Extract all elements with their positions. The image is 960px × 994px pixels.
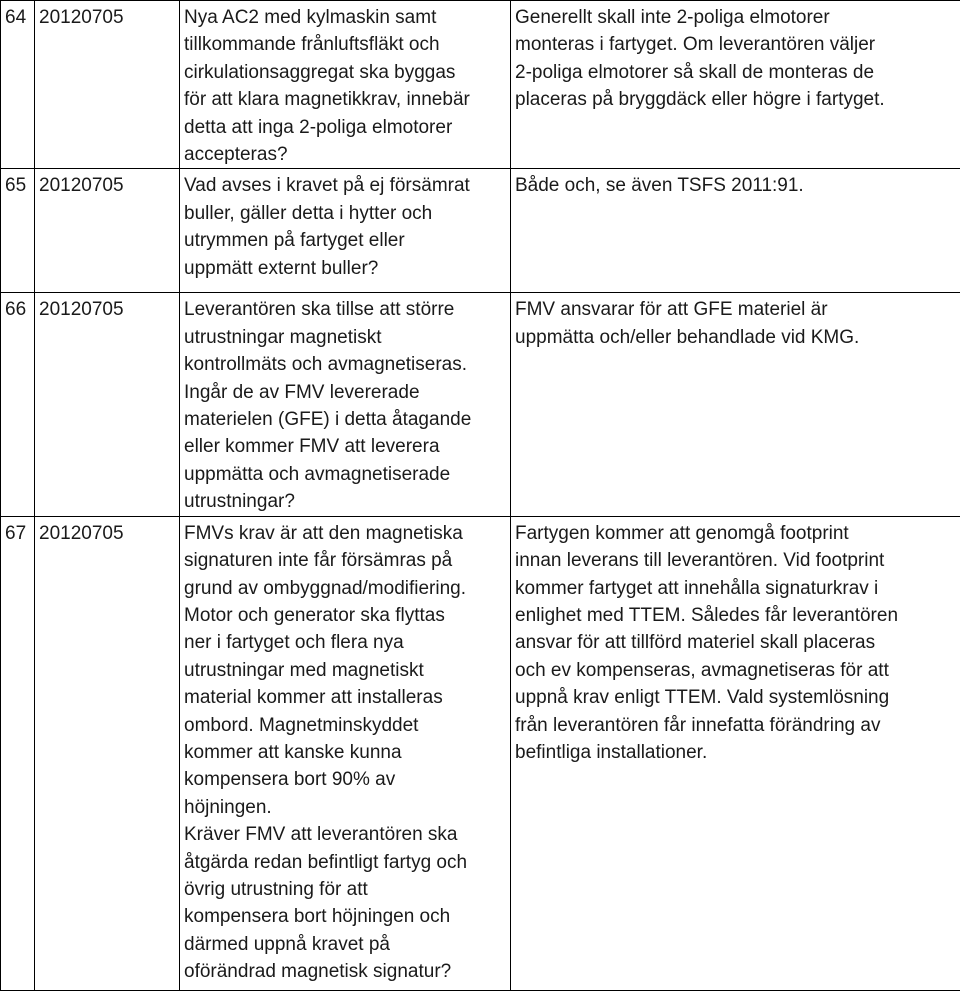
answer-cell: Både och, se även TSFS 2011:91.	[511, 169, 960, 293]
table-row	[1, 1, 960, 169]
table-row	[1, 293, 960, 516]
row-date: 20120705	[35, 516, 180, 990]
question-cell: Nya AC2 med kylmaskin samt tillkommande frånluftsfläkt och cirkulationsaggregat ska byggas för att klara magnetikkrav, innebär detta att inga 2-poliga elmotorer accepteras?	[180, 1, 511, 169]
row-date: 20120705	[35, 169, 180, 293]
answer-cell: Fartygen kommer att genomgå footprint innan leverans till leverantören. Vid footprint kommer fartyget att innehålla signaturkrav i enlighet med TTEM. Således får leverantören ansvar för att tillförd materiel skall placeras och ev kompenseras, avmagnetiseras för att uppnå krav enligt TTEM. Vald systemlösning från leverantören får innefatta förändring av befintliga installationer.	[511, 516, 960, 990]
question-cell: Vad avses i kravet på ej försämrat buller, gäller detta i hytter och utrymmen på fartyget eller uppmätt externt buller?	[180, 169, 511, 293]
table-row	[1, 516, 960, 990]
answer-cell: FMV ansvarar för att GFE materiel är uppmätta och/eller behandlade vid KMG.	[511, 293, 960, 516]
row-number: 67	[1, 516, 35, 990]
question-cell: Leverantören ska tillse att större utrustningar magnetiskt kontrollmäts och avmagnetiseras. Ingår de av FMV levererade materielen (GFE) i detta åtagande eller kommer FMV att leverera uppmätta och avmagnetiserade utrustningar?	[180, 293, 511, 516]
row-date: 20120705	[35, 293, 180, 516]
answer-cell: Generellt skall inte 2-poliga elmotorer monteras i fartyget. Om leverantören väljer 2-poliga elmotorer så skall de monteras de placeras på bryggdäck eller högre i fartyget.	[511, 1, 960, 169]
row-number: 65	[1, 169, 35, 293]
question-cell: FMVs krav är att den magnetiska signaturen inte får försämras på grund av ombyggnad/modifiering. Motor och generator ska flyttas ner i fartyget och flera nya utrustningar med magnetiskt material kommer att installeras ombord. Magnetminskyddet kommer att kanske kunna kompensera bort 90% av höjningen. Kräver FMV att leverantören ska åtgärda redan befintligt fartyg och övrig utrustning för att kompensera bort höjningen och därmed uppnå kravet på oförändrad magnetisk signatur?	[180, 516, 511, 990]
row-date: 20120705	[35, 1, 180, 169]
table-row	[1, 169, 960, 293]
row-number: 66	[1, 293, 35, 516]
row-number: 64	[1, 1, 35, 169]
